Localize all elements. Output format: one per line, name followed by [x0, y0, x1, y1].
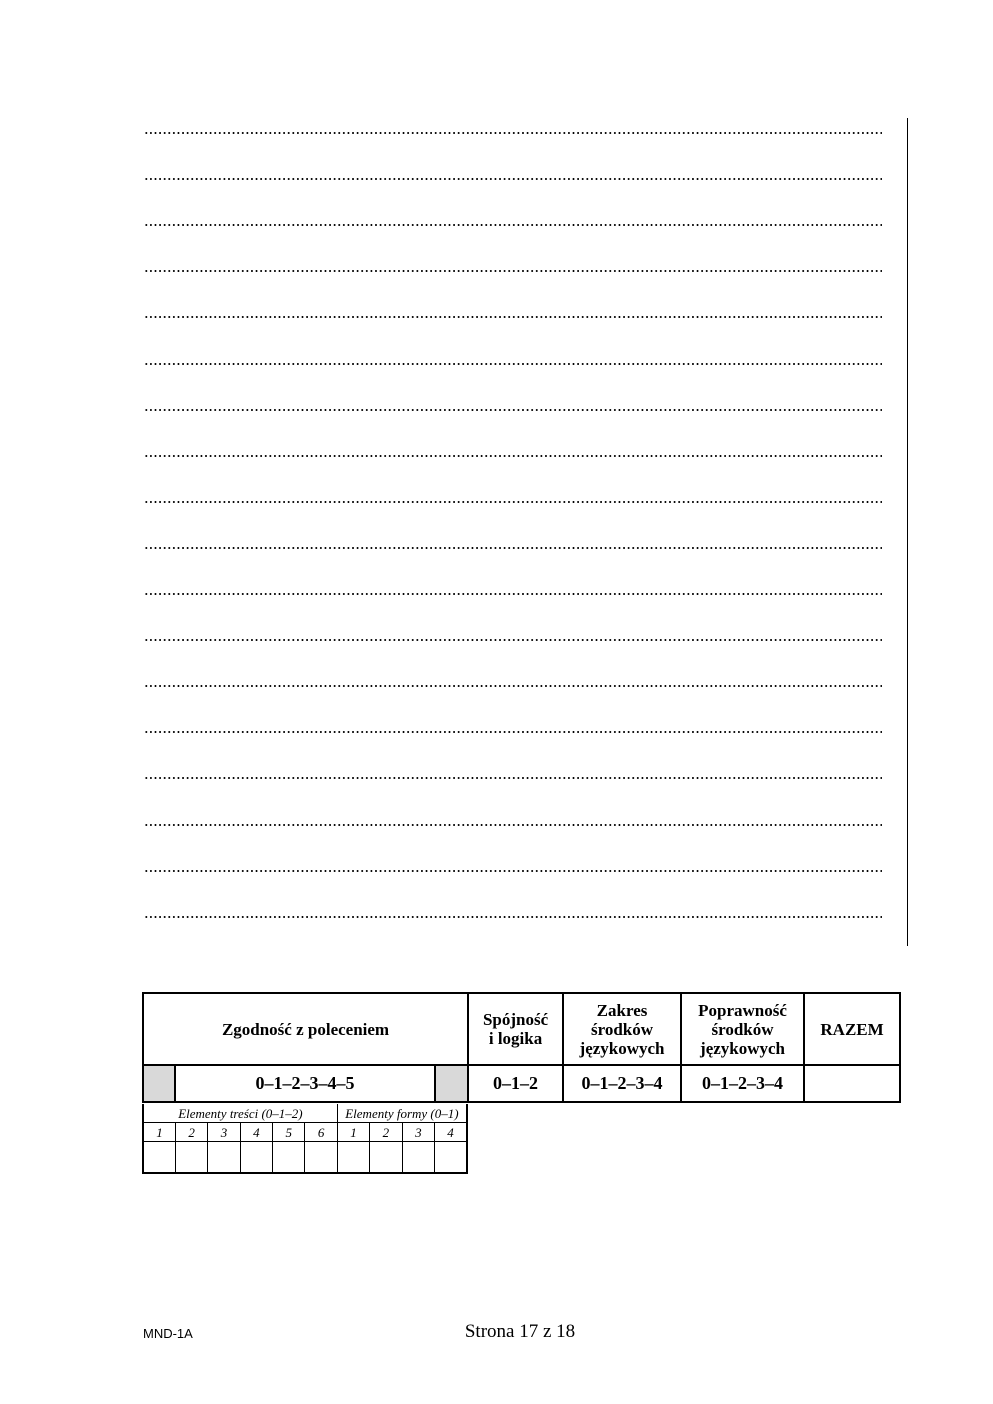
razem-score-cell[interactable] [804, 1065, 900, 1102]
answer-line[interactable] [144, 679, 882, 693]
score-table [142, 992, 901, 1103]
margin-line [907, 118, 908, 946]
elementy-formy-label: Elementy formy (0–1) [337, 1104, 467, 1123]
answer-line[interactable] [144, 357, 882, 371]
formy-number: 2 [370, 1123, 402, 1142]
header-spojnosc-line2: i logika [488, 1029, 543, 1048]
header-zakres-line3: językowych [579, 1038, 665, 1058]
header-zakres-line2: środków [591, 1019, 654, 1039]
answer-line[interactable] [144, 403, 882, 417]
scale-poprawnosc: 0–1–2–3–4 [681, 1065, 804, 1102]
page-number: Strona 17 z 18 [464, 1321, 576, 1342]
shaded-cell-left [143, 1065, 175, 1102]
formy-number: 1 [337, 1123, 369, 1142]
score-entry-cell[interactable] [370, 1142, 402, 1174]
answer-line[interactable] [144, 495, 882, 509]
header-razem: RAZEM [804, 993, 900, 1065]
answer-line[interactable] [144, 864, 882, 878]
header-spojnosc [468, 993, 563, 1065]
answer-line[interactable] [144, 172, 882, 186]
score-entry-cell[interactable] [240, 1142, 272, 1174]
answer-line[interactable] [144, 771, 882, 785]
answer-line[interactable] [144, 264, 882, 278]
answer-line[interactable] [144, 725, 882, 739]
header-poprawnosc [681, 993, 804, 1065]
scale-zakres: 0–1–2–3–4 [563, 1065, 681, 1102]
answer-line[interactable] [144, 633, 882, 647]
elementy-tresci-label: Elementy treści (0–1–2) [143, 1104, 337, 1123]
header-zgodnosc: Zgodność z poleceniem [143, 993, 468, 1065]
tresci-number: 4 [240, 1123, 272, 1142]
tresci-number: 5 [273, 1123, 305, 1142]
answer-line[interactable] [144, 126, 882, 140]
score-entry-cell[interactable] [305, 1142, 337, 1174]
scale-spojnosc: 0–1–2 [468, 1065, 563, 1102]
header-zakres-line1: Zakres [596, 1000, 648, 1020]
score-entry-cell[interactable] [337, 1142, 369, 1174]
header-poprawnosc-line1: Poprawność [698, 1000, 787, 1020]
header-poprawnosc-line2: środków [711, 1019, 774, 1039]
shaded-cell-right [435, 1065, 468, 1102]
answer-line[interactable] [144, 310, 882, 324]
tresci-number: 2 [175, 1123, 207, 1142]
answer-line[interactable] [144, 587, 882, 601]
answer-line[interactable] [144, 218, 882, 232]
formy-number: 4 [435, 1123, 467, 1142]
formy-number: 3 [402, 1123, 434, 1142]
score-entry-cell[interactable] [208, 1142, 240, 1174]
tresci-number: 6 [305, 1123, 337, 1142]
tresci-number: 3 [208, 1123, 240, 1142]
header-zakres [563, 993, 681, 1065]
score-entry-cell[interactable] [402, 1142, 434, 1174]
answer-line[interactable] [144, 449, 882, 463]
answer-line[interactable] [144, 541, 882, 555]
elements-subtable [142, 1104, 468, 1174]
document-code: MND-1A [143, 1326, 193, 1341]
tresci-number: 1 [143, 1123, 175, 1142]
score-entry-cell[interactable] [175, 1142, 207, 1174]
header-spojnosc-line1: Spójność [482, 1010, 549, 1029]
answer-line[interactable] [144, 818, 882, 832]
scale-zgodnosc: 0–1–2–3–4–5 [175, 1065, 435, 1102]
score-entry-cell[interactable] [273, 1142, 305, 1174]
answer-line[interactable] [144, 910, 882, 924]
score-entry-cell[interactable] [143, 1142, 175, 1174]
header-poprawnosc-line3: językowych [700, 1038, 786, 1058]
score-entry-cell[interactable] [435, 1142, 467, 1174]
